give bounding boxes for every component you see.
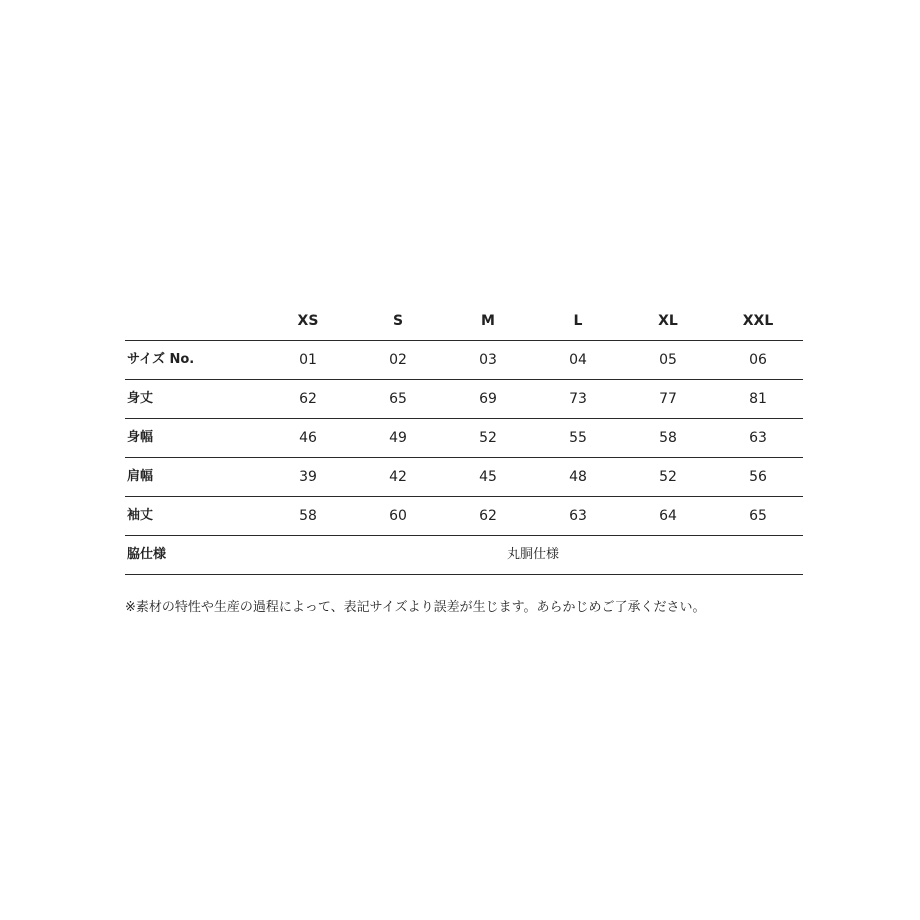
- table-cell: 73: [569, 391, 587, 407]
- table-cell: 62: [299, 391, 317, 407]
- table-cell: 65: [749, 508, 767, 524]
- table-cell: 77: [659, 391, 677, 407]
- size-header-m: M: [481, 313, 495, 329]
- row-label: 身幅: [127, 430, 154, 445]
- table-cell: 06: [749, 352, 767, 368]
- side-spec-value: 丸胴仕様: [506, 547, 559, 562]
- table-cell: 58: [299, 508, 317, 524]
- table-row-body-length: [125, 380, 803, 419]
- table-cell: 63: [749, 430, 767, 446]
- row-label: 肩幅: [127, 469, 154, 484]
- table-cell: 02: [389, 352, 407, 368]
- table-cell: 39: [299, 469, 317, 485]
- size-header-row: [125, 302, 803, 341]
- table-cell: 03: [479, 352, 497, 368]
- table-cell: 05: [659, 352, 677, 368]
- table-cell: 64: [659, 508, 677, 524]
- table-cell: 55: [569, 430, 587, 446]
- size-header-l: L: [573, 313, 583, 329]
- table-row-side-spec: [125, 536, 803, 575]
- row-label: 身丈: [127, 391, 154, 406]
- size-header-s: S: [392, 313, 404, 329]
- row-label: サイズ No.: [127, 352, 195, 367]
- table-cell: 46: [299, 430, 317, 446]
- table-cell: 45: [479, 469, 497, 485]
- table-row-body-width: [125, 419, 803, 458]
- table-cell: 42: [389, 469, 407, 485]
- table-cell: 65: [389, 391, 407, 407]
- table-cell: 49: [389, 430, 407, 446]
- table-cell: 69: [479, 391, 497, 407]
- table-cell: 58: [659, 430, 677, 446]
- row-label: 袖丈: [127, 508, 154, 523]
- table-row-shoulder-width: [125, 458, 803, 497]
- size-header-xxl: XXL: [742, 313, 774, 329]
- table-cell: 52: [479, 430, 497, 446]
- row-label: 脇仕様: [127, 547, 167, 562]
- size-header-xl: XL: [658, 313, 678, 329]
- size-chart-table: [125, 302, 803, 575]
- table-cell: 56: [749, 469, 767, 485]
- disclaimer-note: ※素材の特性や生産の過程によって、表記サイズより誤差が生じます。あらかじめご了承ください。: [125, 600, 706, 615]
- table-cell: 60: [389, 508, 407, 524]
- table-cell: 81: [749, 391, 767, 407]
- table-row-size-number: [125, 341, 803, 380]
- table-cell: 01: [299, 352, 317, 368]
- table-row-sleeve-length: [125, 497, 803, 536]
- table-cell: 52: [659, 469, 677, 485]
- table-cell: 48: [569, 469, 587, 485]
- size-header-xs: XS: [297, 313, 319, 329]
- table-cell: 63: [569, 508, 587, 524]
- table-cell: 04: [569, 352, 587, 368]
- table-cell: 62: [479, 508, 497, 524]
